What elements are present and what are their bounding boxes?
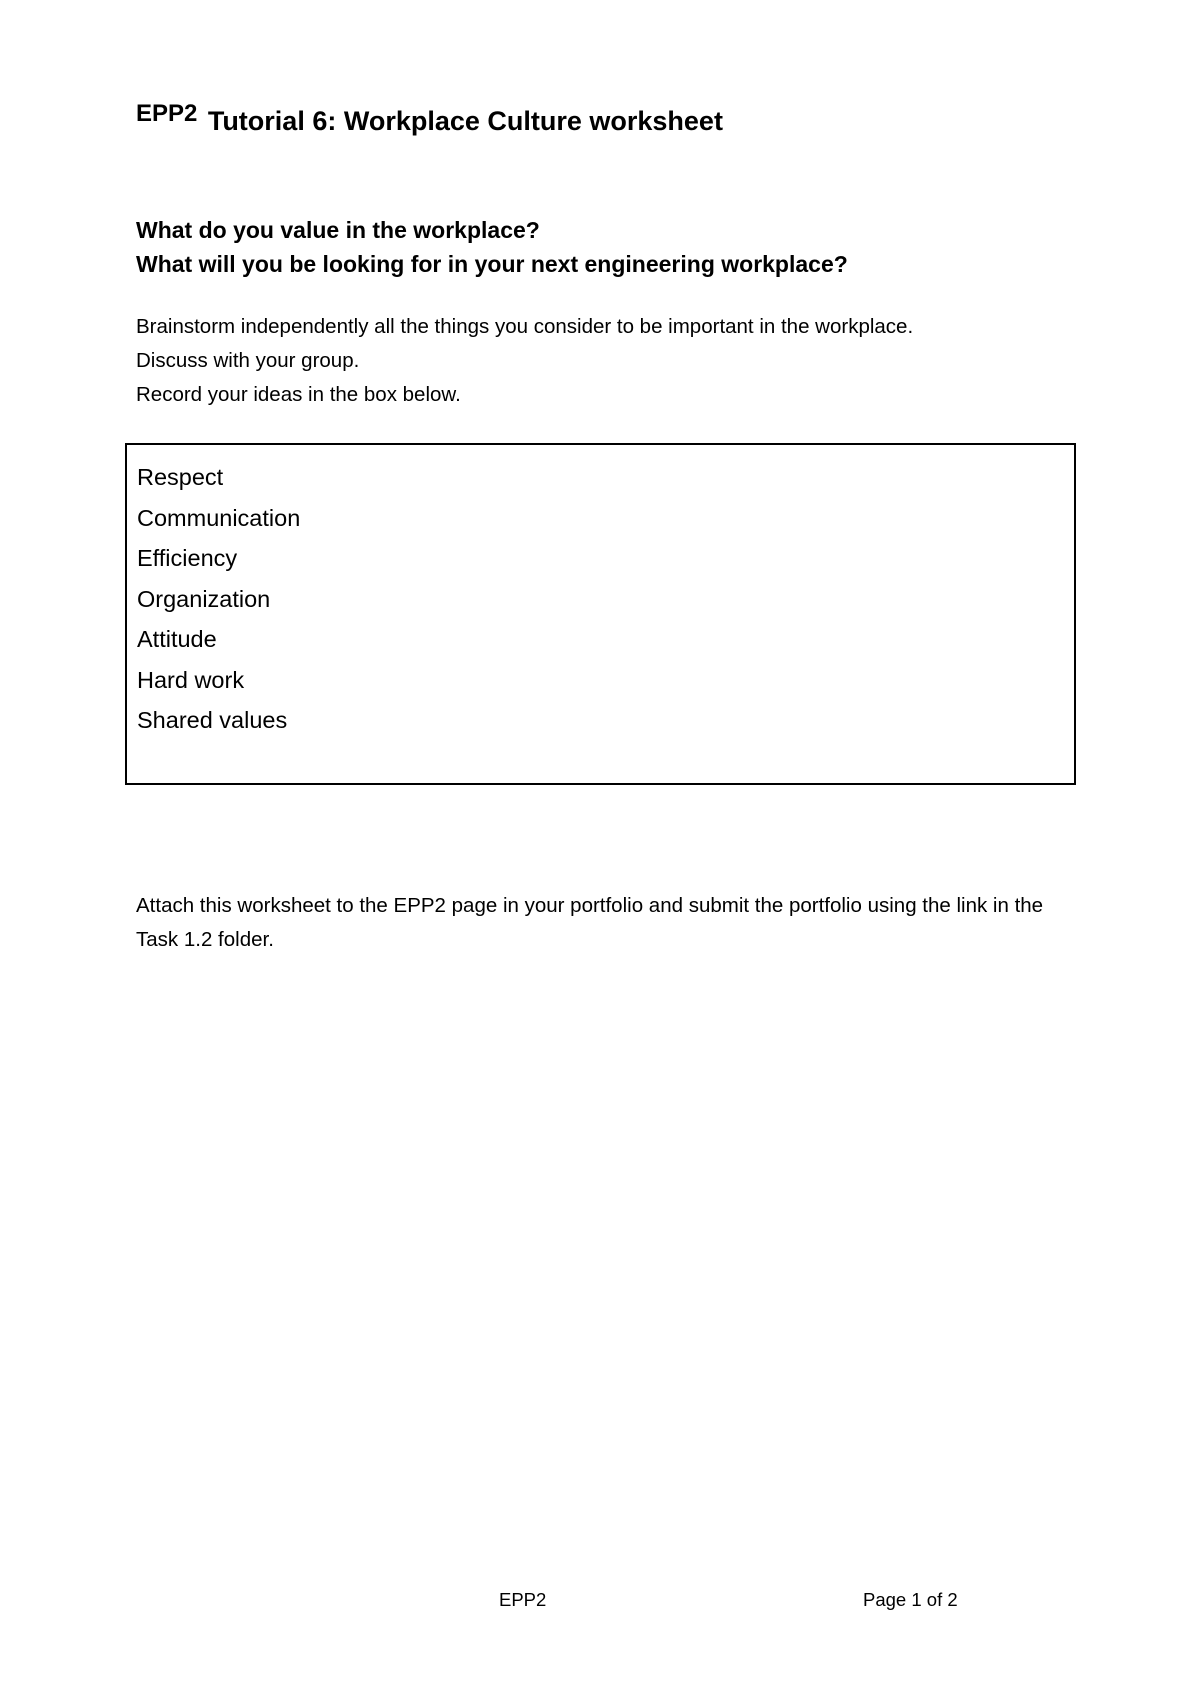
idea-item: Hard work <box>137 666 245 693</box>
idea-item: Communication <box>137 504 301 531</box>
instructions <box>136 310 913 412</box>
page-number: Page 1 of 2 <box>863 1589 958 1610</box>
idea-item: Efficiency <box>137 545 238 571</box>
submission-note: Attach this worksheet to the EPP2 page in your portfolio and submit the portfolio using the link in the Task 1.2 folder. <box>136 894 1044 951</box>
page-title: Tutorial 6: Workplace Culture worksheet <box>207 106 723 136</box>
ideas-box <box>125 443 1076 785</box>
ideas-list <box>137 457 300 741</box>
idea-item: Shared values <box>137 707 288 733</box>
title-row <box>136 100 723 137</box>
course-code: EPP2 <box>136 100 198 127</box>
instruction-2: Discuss with your group. <box>136 349 360 372</box>
footer-course-code: EPP2 <box>499 1589 547 1610</box>
question-2: What will you be looking for in your next engineering workplace? <box>136 251 848 277</box>
instruction-1: Brainstorm independently all the things you consider to be important in the workplace. <box>136 315 914 338</box>
idea-item: Respect <box>137 464 224 490</box>
questions <box>136 213 848 281</box>
question-1: What do you value in the workplace? <box>136 217 540 243</box>
idea-item: Attitude <box>137 626 217 652</box>
idea-item: Organization <box>137 585 271 612</box>
instruction-3: Record your ideas in the box below. <box>136 383 461 406</box>
